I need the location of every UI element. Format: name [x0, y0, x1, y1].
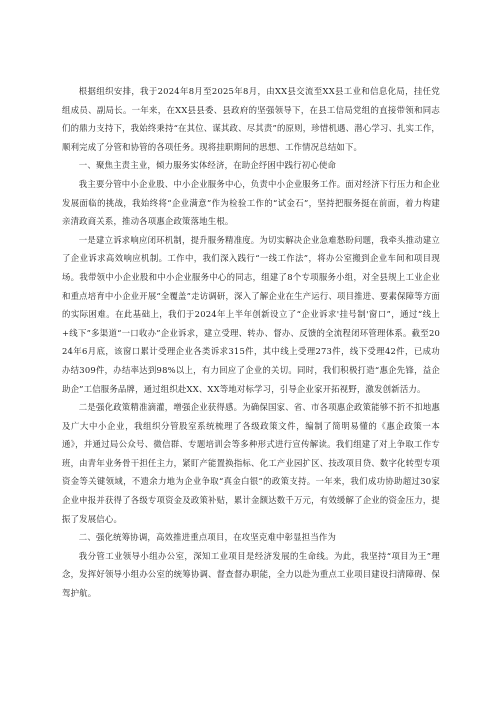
body-paragraph: 二是强化政策精准滴灌，增强企业获得感。为确保国家、省、市各项惠企政策能够不折不扣地惠及广大中小企业，我组织分管股室系统梳理了各级政策文件，编制了简明易懂的《惠企政策一本通》，并通过局公众号、微信群、专题培训会等多种形式进行宣传解读。我们组建了对上争取工作专班，由青年业务骨干担任主力，紧盯产能置换指标、化工产业园扩区、技改项目贷、数字化转型专项资金等关键领域，不遗余力地为企业争取“真金白银”的政策支持。一年来，我们成功协助超过30家企业申报并获得了各级专项资金及政策补贴，累计金额达数千万元，有效缓解了企业的资金压力，提振了发展信心。 [62, 402, 440, 524]
body-paragraph: 我分管工业领导小组办公室，深知工业项目是经济发展的生命线。为此，我坚持“项目为王”理念，发挥好领导小组办公室的统筹协调、督查督办职能，全力以赴为重点工业项目建设扫清障碍、保驾护航。 [62, 550, 440, 599]
section-heading-1: 一、聚焦主责主业，倾力服务实体经济，在助企纾困中践行初心使命 [78, 160, 337, 171]
section-heading-2: 二、强化统筹协调，高效推进重点项目，在攻坚克难中彰显担当作为 [78, 532, 337, 543]
body-paragraph: 我主要分管中小企业股、中小企业服务中心，负责中小企业服务工作。面对经济下行压力和企业发展面临的挑战，我始终将“企业满意”作为检验工作的“试金石”，坚持把服务挺在前面，着力构建亲清政商关系，推动各项惠企政策落地生根。 [62, 178, 440, 227]
document-body [62, 82, 440, 603]
body-paragraph: 一是建立诉求响应闭环机制，提升服务精准度。为切实解决企业急难愁盼问题，我牵头推动建立了企业诉求高效响应机制。工作中，我们深入践行“一线工作法”，将办公室搬到企业车间和项目现场。我带领中小企业股和中小企业服务中心的同志，组建了8个专项服务小组，对全县规上工业企业和重点培育中小企业开展“全覆盖”走访调研，深入了解企业在生产运行、项目推进、要素保障等方面的实际困难。在此基础上，我们于2024年上半年创新设立了“企业诉求'挂号制'窗口”，通过“线上+线下”多渠道“一口收办”企业诉求，建立受理、转办、督办、反馈的全流程闭环管理体系。截至2024年6月底，该窗口累计受理企业各类诉求315件，其中线上受理273件，线下受理42件，已成功办结309件，办结率达到98%以上，有力回应了企业的关切。同时，我们积极打造“惠企先锋，益企助企”工信服务品牌，通过组织赴XX、XX等地对标学习，引导企业家开拓视野，激发创新活力。 [62, 234, 440, 394]
intro-paragraph: 根据组织安排，我于2024年8月至2025年8月，由XX县交流至XX县工业和信息化局，挂任党组成员、副局长。一年来，在XX县县委、县政府的坚强领导下，在县工信局党组的直接带领和同志们的鼎力支持下，我始终秉持“在其位、谋其政、尽其责”的原则，珍惜机遇、潜心学习、扎实工作，顺利完成了分管和协管的各项任务。现将挂职期间的思想、工作情况总结如下。 [62, 86, 440, 152]
